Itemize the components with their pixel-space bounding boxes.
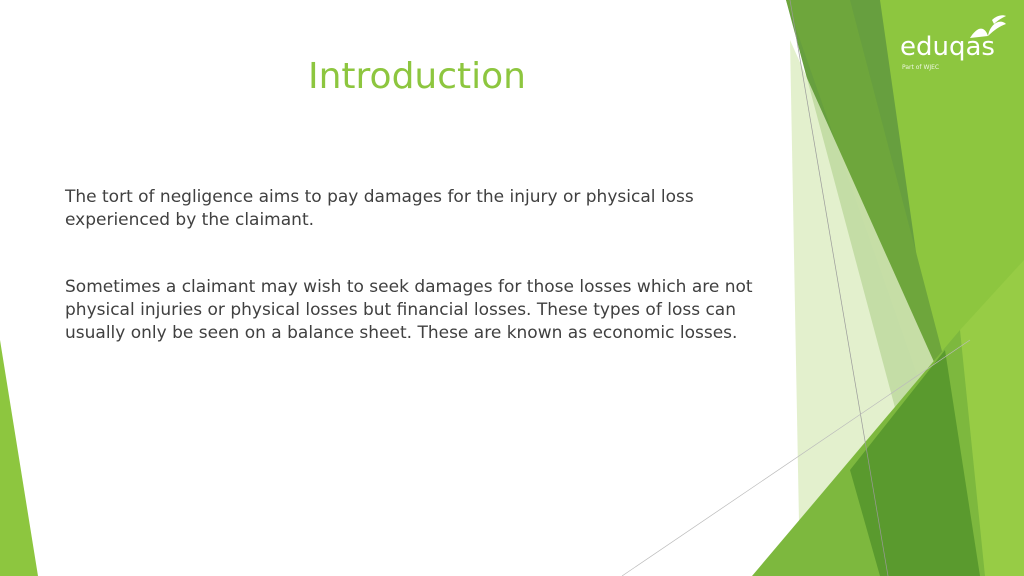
eduqas-logo: [896, 14, 1012, 74]
slide-title: Introduction: [307, 56, 526, 97]
paragraph-2: Sometimes a claimant may wish to seek damages for those losses which are not physical injuries or physical losses but financial losses. These types of loss can usually only be seen on a balance sheet. These are known as economic losses.: [65, 277, 753, 343]
logo-wordmark: eduqas: [900, 32, 995, 62]
logo-tagline: Part of WJEC: [902, 64, 940, 71]
paragraph-1: The tort of negligence aims to pay damages for the injury or physical loss experienced by the claimant.: [65, 187, 694, 230]
slide-body: [65, 186, 785, 389]
left-green-sliver: [0, 340, 38, 576]
